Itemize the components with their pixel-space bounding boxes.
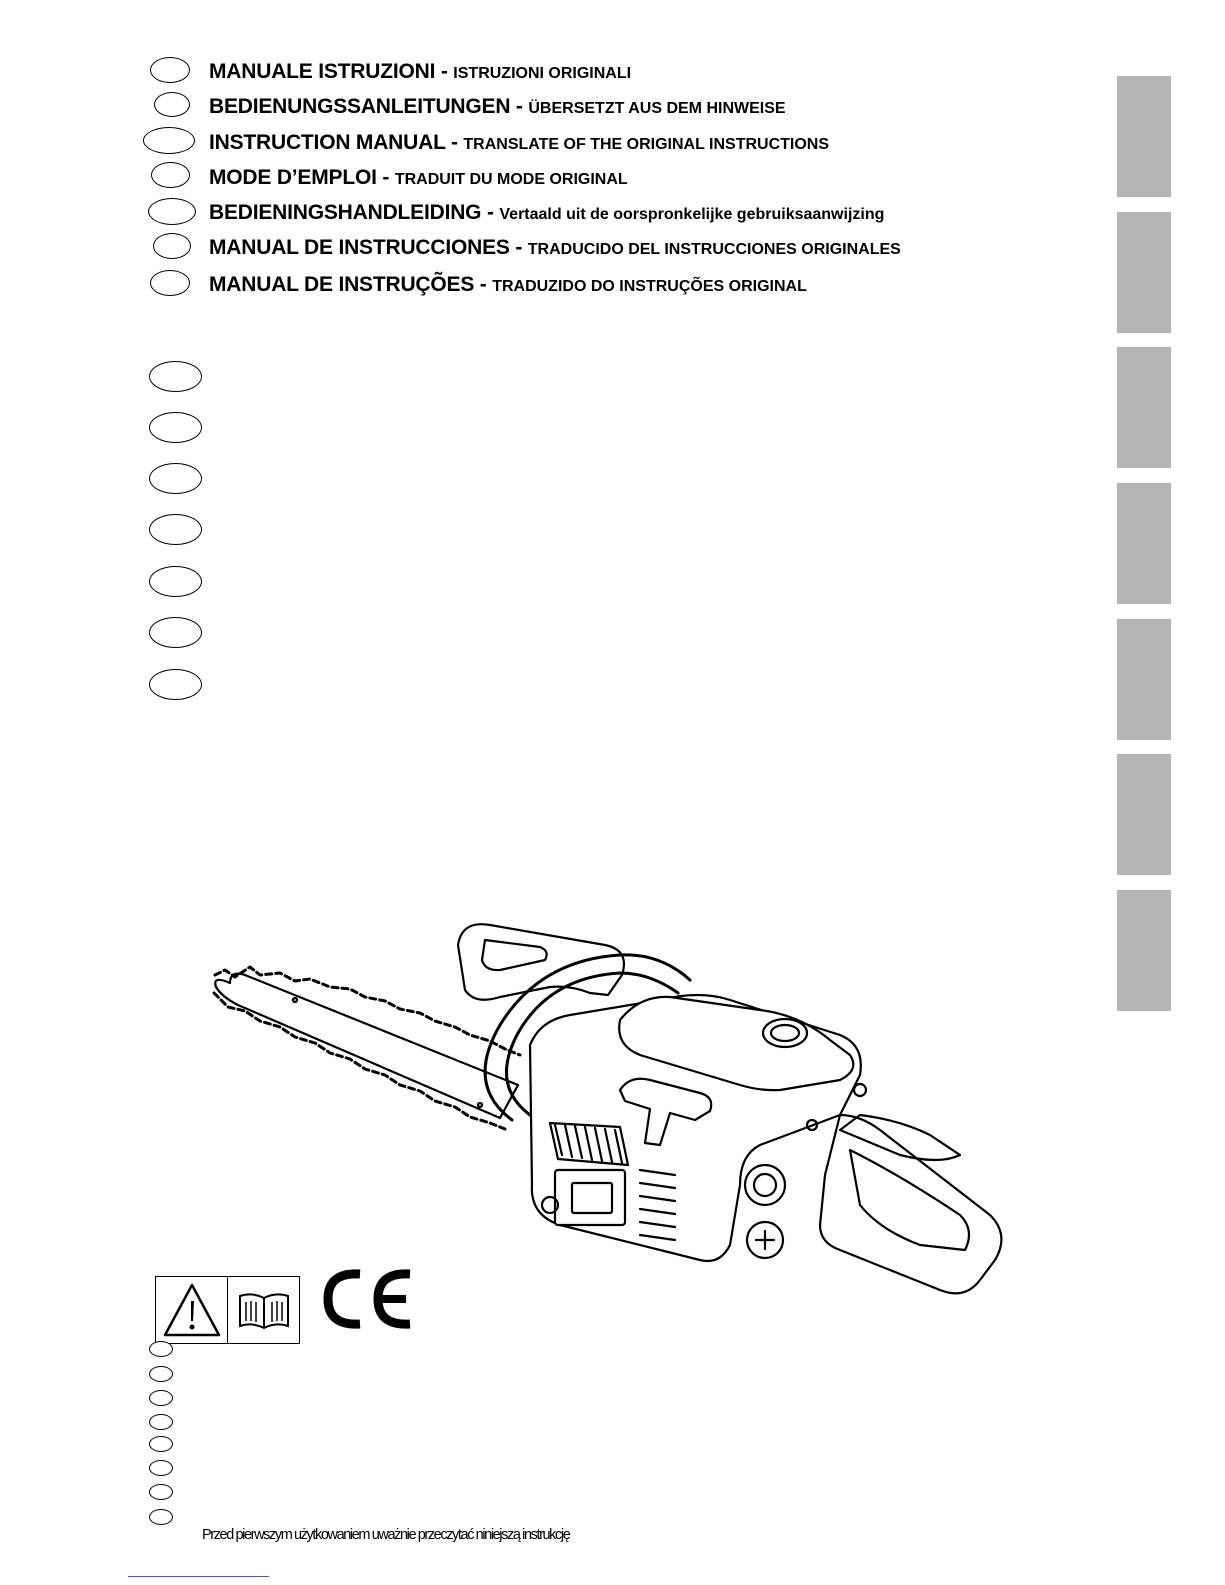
ce-mark-icon — [322, 1268, 417, 1330]
manual-cell — [228, 1277, 299, 1343]
title-sub: TRADUCIDO DEL INSTRUCCIONES ORIGINALES — [527, 241, 901, 258]
title-sub: TRADUIT DU MODE ORIGINAL — [394, 171, 628, 188]
title-main: BEDIENUNGSSANLEITUNGEN - — [209, 95, 529, 118]
warning-cell — [156, 1277, 228, 1343]
small-oval-6 — [149, 1460, 173, 1476]
language-oval-6 — [153, 233, 191, 259]
title-sub: ÜBERSETZT AUS DEM HINWEISE — [528, 100, 786, 117]
language-tab-1 — [1117, 76, 1171, 197]
small-oval-7 — [149, 1484, 173, 1500]
language-oval-blank-6 — [149, 617, 202, 648]
language-oval-3 — [143, 127, 195, 154]
language-oval-blank-7 — [149, 669, 202, 700]
title-line-nl — [209, 202, 884, 223]
language-tab-7 — [1117, 890, 1171, 1011]
language-oval-5 — [148, 198, 196, 225]
title-main: MANUAL DE INSTRUCCIONES - — [209, 236, 528, 259]
language-oval-blank-3 — [149, 463, 202, 494]
language-oval-blank-1 — [149, 361, 202, 392]
language-tab-3 — [1117, 347, 1171, 468]
language-oval-4 — [151, 162, 190, 188]
small-oval-3 — [149, 1390, 173, 1406]
safety-pictogram-box — [155, 1276, 300, 1344]
title-line-de — [209, 96, 786, 117]
title-main: MODE D’EMPLOI - — [209, 166, 395, 189]
warning-triangle-icon — [161, 1281, 223, 1339]
title-sub: TRADUZIDO DO INSTRUÇÕES ORIGINAL — [492, 278, 807, 295]
language-tab-4 — [1117, 483, 1171, 604]
title-line-fr — [209, 167, 628, 188]
title-main: INSTRUCTION MANUAL - — [209, 131, 464, 154]
language-tab-5 — [1117, 619, 1171, 740]
title-line-en — [209, 132, 829, 153]
title-sub: Vertaald uit de oorspronkelijke gebruiksaanwijzing — [499, 206, 885, 223]
language-oval-2 — [154, 92, 190, 117]
small-oval-8 — [149, 1509, 173, 1525]
title-line-es — [209, 237, 901, 258]
title-line-it — [209, 61, 631, 82]
read-instructions-note: Przed pierwszym użytkowaniem uważnie przeczytać niniejszą instrukcję — [202, 1527, 570, 1543]
language-oval-7 — [150, 270, 190, 296]
title-main: MANUAL DE INSTRUÇÕES - — [209, 273, 493, 296]
language-oval-blank-5 — [149, 566, 202, 597]
title-sub: ISTRUZIONI ORIGINALI — [453, 65, 632, 82]
small-oval-1 — [149, 1341, 173, 1357]
open-book-icon — [234, 1288, 294, 1332]
title-line-pt — [209, 274, 807, 295]
language-oval-blank-4 — [149, 514, 202, 545]
title-sub: TRANSLATE OF THE ORIGINAL INSTRUCTIONS — [463, 136, 830, 153]
title-main: MANUALE ISTRUZIONI - — [209, 60, 454, 83]
small-oval-2 — [149, 1366, 173, 1382]
language-tab-6 — [1117, 754, 1171, 875]
language-tab-2 — [1117, 212, 1171, 333]
footer-link-line — [128, 1576, 269, 1577]
title-main: BEDIENINGSHANDLEIDING - — [209, 201, 500, 224]
small-oval-4 — [149, 1414, 173, 1430]
small-oval-5 — [149, 1436, 173, 1452]
language-oval-blank-2 — [149, 412, 202, 443]
language-oval-1 — [150, 57, 190, 83]
